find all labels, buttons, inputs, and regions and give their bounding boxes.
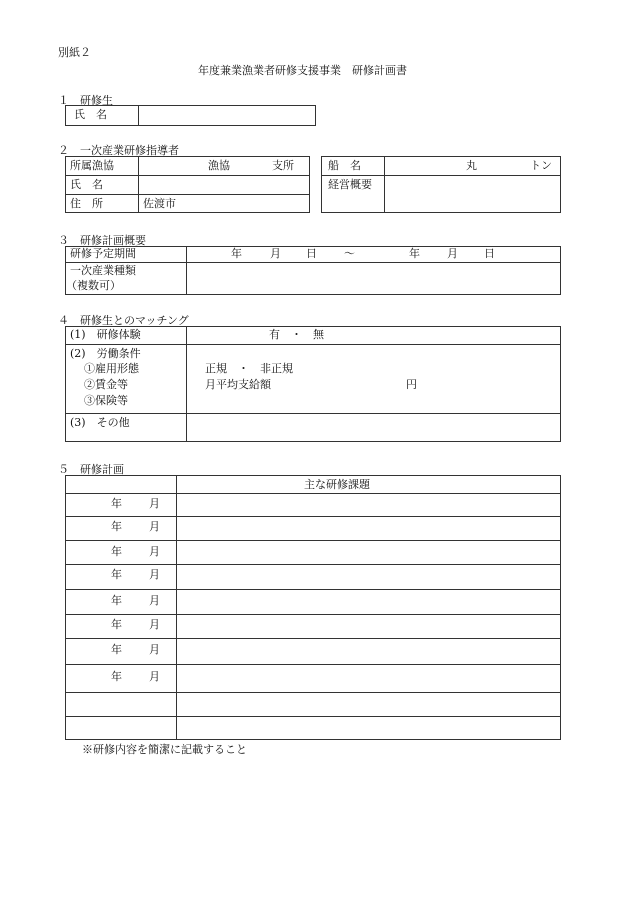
section-1-heading: １ 研修生 xyxy=(58,94,113,107)
period-tilde: ～ xyxy=(344,247,355,260)
divider xyxy=(65,589,561,590)
affiliation-label: 所属漁協 xyxy=(70,159,114,172)
employment-type-label: ①雇用形態 xyxy=(84,362,139,375)
section-3-heading: ３ 研修計画概要 xyxy=(58,234,146,247)
divider xyxy=(186,246,187,295)
divider xyxy=(65,413,561,414)
row-month-label: 月 xyxy=(149,545,160,558)
trainee-name-field[interactable] xyxy=(140,107,314,124)
row-year-label: 年 xyxy=(111,545,122,558)
instructor-name-label: 氏 名 xyxy=(70,178,103,191)
period-day-1: 日 xyxy=(306,247,317,260)
attachment-label: 別紙２ xyxy=(58,46,91,59)
divider xyxy=(65,638,561,639)
industry-type-label: 一次産業種類 xyxy=(70,264,136,277)
instructor-name-field[interactable] xyxy=(140,176,308,193)
training-topics-header: 主な研修課題 xyxy=(304,478,370,491)
divider xyxy=(65,564,561,565)
period-label: 研修予定期間 xyxy=(70,247,136,260)
period-month-2: 月 xyxy=(447,247,458,260)
insurance-label: ③保険等 xyxy=(84,394,128,407)
ship-ton-label: トン xyxy=(530,159,552,172)
row-month-label: 月 xyxy=(149,520,160,533)
section-5-heading: ５ 研修計画 xyxy=(58,463,124,476)
row-month-label: 月 xyxy=(149,497,160,510)
training-plan-table xyxy=(65,475,561,740)
divider xyxy=(65,493,561,494)
experience-label: (1) 研修体験 xyxy=(70,328,141,341)
divider xyxy=(65,262,561,263)
labor-conditions-label: (2) 労働条件 xyxy=(70,347,141,360)
row-month-label: 月 xyxy=(149,594,160,607)
period-day-2: 日 xyxy=(484,247,495,260)
address-label: 住 所 xyxy=(70,197,103,210)
row-year-label: 年 xyxy=(111,594,122,607)
row-year-label: 年 xyxy=(111,520,122,533)
other-label: (3) その他 xyxy=(70,416,130,429)
wage-value-label: 月平均支給額 xyxy=(205,378,271,391)
row-year-label: 年 xyxy=(111,568,122,581)
divider xyxy=(186,326,187,442)
address-value[interactable]: 佐渡市 xyxy=(143,197,176,210)
document-title: 年度兼業漁業者研修支援事業 研修計画書 xyxy=(198,64,407,77)
divider xyxy=(176,475,177,740)
ship-maru-label: 丸 xyxy=(466,159,477,172)
period-year-1: 年 xyxy=(231,247,242,260)
row-month-label: 月 xyxy=(149,670,160,683)
divider xyxy=(65,516,561,517)
divider xyxy=(65,344,561,345)
row-year-label: 年 xyxy=(111,670,122,683)
experience-value[interactable]: 有 ・ 無 xyxy=(269,328,324,341)
branch-label: 支所 xyxy=(272,159,294,172)
divider xyxy=(65,540,561,541)
section-2-heading: ２ 一次産業研修指導者 xyxy=(58,144,179,157)
period-year-2: 年 xyxy=(409,247,420,260)
period-month-1: 月 xyxy=(270,247,281,260)
other-field[interactable] xyxy=(188,415,559,440)
row-month-label: 月 xyxy=(149,643,160,656)
ship-name-label: 船 名 xyxy=(328,159,361,172)
management-field[interactable] xyxy=(386,176,559,211)
section-4-heading: ４ 研修生とのマッチング xyxy=(58,314,189,327)
wage-unit: 円 xyxy=(406,378,417,391)
row-year-label: 年 xyxy=(111,497,122,510)
trainee-name-label: 氏 名 xyxy=(74,108,107,121)
divider xyxy=(65,614,561,615)
industry-type-field[interactable] xyxy=(188,264,559,293)
row-year-label: 年 xyxy=(111,618,122,631)
industry-type-sublabel: （複数可） xyxy=(66,279,121,292)
divider xyxy=(65,716,561,717)
row-month-label: 月 xyxy=(149,618,160,631)
divider xyxy=(65,692,561,693)
row-month-label: 月 xyxy=(149,568,160,581)
wage-label: ②賃金等 xyxy=(84,378,128,391)
management-label: 経営概要 xyxy=(328,178,372,191)
divider xyxy=(384,156,385,213)
divider xyxy=(138,156,139,213)
employment-type-value[interactable]: 正規 ・ 非正規 xyxy=(205,362,293,375)
divider xyxy=(138,105,139,126)
divider xyxy=(65,664,561,665)
fishery-coop-label: 漁協 xyxy=(208,159,230,172)
divider xyxy=(65,194,310,195)
row-year-label: 年 xyxy=(111,643,122,656)
footnote: ※研修内容を簡潔に記載すること xyxy=(82,743,247,756)
